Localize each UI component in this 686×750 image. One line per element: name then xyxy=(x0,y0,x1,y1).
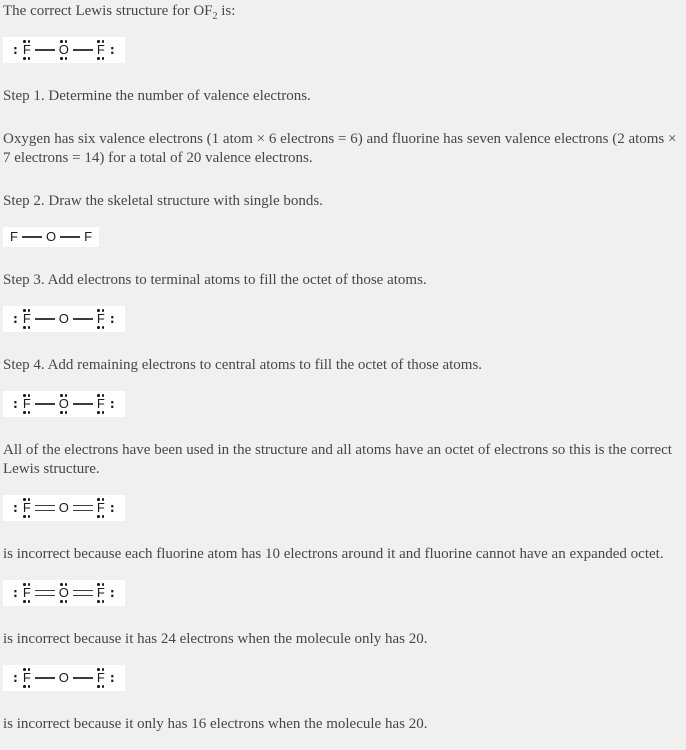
single-bond xyxy=(35,49,55,51)
incorrect-single-bond-structure-16-electrons xyxy=(3,665,125,691)
single-bond xyxy=(22,236,42,238)
structure-row xyxy=(3,580,682,606)
lone-pair-dots xyxy=(23,600,30,603)
lone-pair-colon: : xyxy=(109,586,115,600)
double-bond xyxy=(35,505,55,511)
conclusion-correct: All of the electrons have been used in the structure and all atoms have an octet of electrons so this is the correct Lewis structure. xyxy=(3,442,672,477)
atom-f xyxy=(23,668,31,688)
lone-pair-colon: : xyxy=(13,312,18,326)
atom-symbol: F xyxy=(22,585,31,600)
lone-pair-dots xyxy=(23,57,30,60)
atom-symbol: O xyxy=(45,229,57,244)
step4-heading: Step 4. Add remaining electrons to central atoms to fill the octet of those atoms. xyxy=(3,357,483,373)
single-bond xyxy=(73,403,93,405)
atom-f xyxy=(97,394,105,414)
lone-pair-dots xyxy=(23,685,30,688)
formula-subscript: 2 xyxy=(212,11,218,22)
lone-pair-colon: : xyxy=(13,397,18,411)
completed-lewis-structure xyxy=(3,391,125,417)
lone-pair-dots xyxy=(23,326,30,329)
atom-f xyxy=(23,40,31,60)
structure-row xyxy=(3,391,682,417)
conclusion-incorrect-16: is incorrect because it only has 16 electrons when the molecule has 20. xyxy=(3,716,428,732)
atom-o xyxy=(59,394,69,414)
atom-symbol: O xyxy=(58,500,69,515)
step1-detail: Oxygen has six valence electrons (1 atom × 6 electrons = 6) and fluorine has seven valence electrons (2 atoms × 7 electrons = 14) for a total of 20 valence electrons. xyxy=(3,131,677,166)
single-bond xyxy=(73,318,93,320)
terminal-octet-structure xyxy=(3,306,125,332)
double-bond xyxy=(35,590,55,596)
lone-pair-dots xyxy=(97,600,104,603)
lone-pair-dots xyxy=(60,600,67,603)
single-bond xyxy=(35,318,55,320)
atom-symbol: F xyxy=(22,396,31,411)
atom-o xyxy=(46,230,56,244)
atom-f xyxy=(23,498,31,518)
lone-pair-dots xyxy=(97,515,104,518)
atom-symbol: F xyxy=(22,670,31,685)
atom-o xyxy=(59,583,69,603)
atom-symbol: F xyxy=(84,229,93,244)
conclusion-incorrect-10: is incorrect because each fluorine atom has 10 electrons around it and fluorine cannot have an expanded octet. xyxy=(3,546,664,562)
step2-heading: Step 2. Draw the skeletal structure with single bonds. xyxy=(3,193,323,209)
structure-row xyxy=(3,37,682,63)
atom-symbol: O xyxy=(58,396,69,411)
lone-pair-dots xyxy=(60,57,67,60)
atom-o xyxy=(59,40,69,60)
intro-suffix: is: xyxy=(217,3,236,19)
structure-row xyxy=(3,306,682,332)
single-bond xyxy=(73,49,93,51)
atom-symbol: O xyxy=(58,42,69,57)
atom-o xyxy=(59,309,69,329)
lone-pair-dots xyxy=(97,326,104,329)
atom-symbol: F xyxy=(22,311,31,326)
lone-pair-colon: : xyxy=(13,43,18,57)
single-bond xyxy=(73,677,93,679)
lone-pair-colon: : xyxy=(109,312,115,326)
atom-f xyxy=(23,309,31,329)
single-bond xyxy=(35,677,55,679)
lone-pair-colon: : xyxy=(109,671,115,685)
structure-row xyxy=(3,665,682,691)
intro-prefix: The correct Lewis structure for OF xyxy=(3,3,213,19)
atom-symbol: F xyxy=(22,500,31,515)
lone-pair-colon: : xyxy=(13,671,18,685)
step3-heading: Step 3. Add electrons to terminal atoms to fill the octet of those atoms. xyxy=(3,272,427,288)
atom-f xyxy=(10,230,18,244)
lone-pair-colon: : xyxy=(109,397,115,411)
single-bond xyxy=(60,236,80,238)
lone-pair-dots xyxy=(23,515,30,518)
lone-pair-colon: : xyxy=(13,586,18,600)
atom-o xyxy=(59,498,69,518)
atom-f xyxy=(97,498,105,518)
lone-pair-dots xyxy=(60,411,67,414)
double-bond xyxy=(73,590,93,596)
structure-row xyxy=(3,227,682,247)
atom-symbol: F xyxy=(22,42,31,57)
skeletal-structure xyxy=(3,227,99,247)
atom-symbol: F xyxy=(10,229,18,244)
lone-pair-dots xyxy=(97,57,104,60)
intro-text xyxy=(3,2,682,21)
incorrect-double-bond-structure-24-electrons xyxy=(3,580,125,606)
atom-f xyxy=(84,230,92,244)
atom-symbol: F xyxy=(96,311,105,326)
lone-pair-dots xyxy=(60,515,67,518)
lone-pair-colon: : xyxy=(109,43,115,57)
lone-pair-dots xyxy=(97,411,104,414)
atom-symbol: F xyxy=(96,670,105,685)
atom-symbol: F xyxy=(96,585,105,600)
correct-lewis-structure xyxy=(3,37,125,63)
atom-f xyxy=(97,40,105,60)
single-bond xyxy=(35,403,55,405)
atom-symbol: F xyxy=(96,396,105,411)
atom-o xyxy=(59,668,69,688)
atom-f xyxy=(23,583,31,603)
double-bond xyxy=(73,505,93,511)
atom-symbol: O xyxy=(58,670,69,685)
atom-f xyxy=(97,309,105,329)
lone-pair-dots xyxy=(60,326,67,329)
structure-row xyxy=(3,495,682,521)
lone-pair-dots xyxy=(23,411,30,414)
atom-symbol: F xyxy=(96,42,105,57)
atom-f xyxy=(23,394,31,414)
conclusion-incorrect-24: is incorrect because it has 24 electrons when the molecule only has 20. xyxy=(3,631,428,647)
atom-f xyxy=(97,668,105,688)
lone-pair-colon: : xyxy=(13,501,18,515)
incorrect-double-bond-structure-10-electrons xyxy=(3,495,125,521)
atom-symbol: O xyxy=(58,585,69,600)
step1-heading: Step 1. Determine the number of valence electrons. xyxy=(3,88,311,104)
lone-pair-colon: : xyxy=(109,501,115,515)
atom-symbol: F xyxy=(96,500,105,515)
atom-f xyxy=(97,583,105,603)
lone-pair-dots xyxy=(97,685,104,688)
lone-pair-dots xyxy=(60,685,67,688)
atom-symbol: O xyxy=(58,311,69,326)
